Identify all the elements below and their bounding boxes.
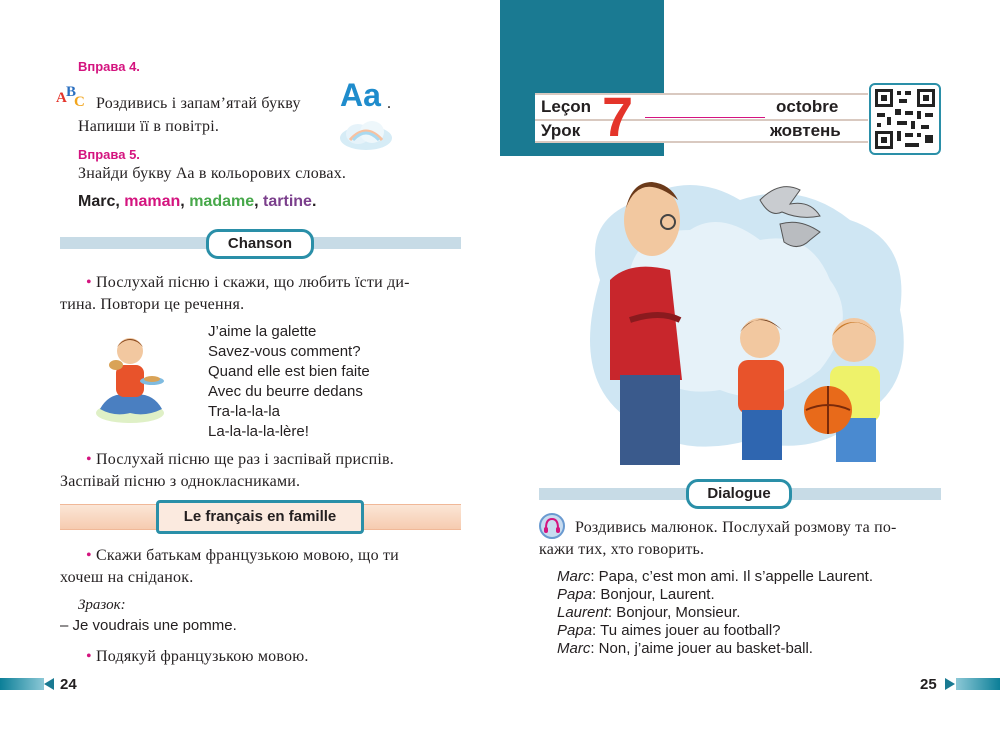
child-eating-illustration	[90, 325, 172, 425]
song-line: J’aime la galette	[208, 323, 317, 340]
chanson-instruction: • Послухай пісню і скажи, що любить їсти ди- тина. Повтори це речення.	[60, 274, 410, 313]
song-line: Tra-la-la-la	[208, 403, 280, 420]
exercise-5-line: Знайди букву Аа в кольорових словах.	[78, 165, 347, 182]
dialogue-line: Marc: Papa, c’est mon ami. Il s’appelle Laurent.	[557, 568, 873, 585]
word-madame: madame	[189, 193, 255, 210]
cloud-rainbow-icon	[338, 118, 394, 152]
famille-instruction: • Скажи батькам французькою мовою, що ти хочеш на сніданок.	[60, 547, 399, 586]
word-maman: maman	[124, 193, 181, 210]
exercise-4-line2: Напиши її в повітрі.	[78, 118, 220, 135]
page-number-left: 24	[60, 676, 77, 693]
family-illustration	[570, 160, 920, 470]
lesson-number: 7	[602, 85, 634, 148]
lesson-word-ua: Урок	[541, 121, 581, 140]
dialogue-line: Laurent: Bonjour, Monsieur.	[557, 604, 741, 621]
lesson-word-fr: Leçon	[541, 97, 592, 116]
example-label: Зразок:	[78, 597, 126, 613]
lesson-divider	[645, 117, 765, 118]
dialogue-line: Papa: Bonjour, Laurent.	[557, 586, 715, 603]
chanson-instruction-2: • Послухай пісню ще раз і заспівай приспів. Заспівай пісню з однокласниками.	[60, 451, 394, 490]
thanks-instruction: • Подякуй французькою мовою.	[86, 648, 309, 665]
word-marc: Marc	[78, 193, 116, 210]
abc-letters-icon: A B C	[56, 84, 85, 110]
arrow-left-icon	[44, 678, 54, 690]
exercise-4-label: Вправа 4.	[78, 59, 140, 74]
dialogue-lines	[557, 568, 873, 658]
word-tartine: tartine	[263, 193, 312, 210]
dialogue-line: Papa: Tu aimes jouer au football?	[557, 622, 781, 639]
lesson-month-fr: octobre	[776, 97, 839, 116]
song-line: Avec du beurre dedans	[208, 383, 363, 400]
dialogue-title: Dialogue	[686, 479, 792, 509]
footer-bar-right	[956, 678, 1000, 690]
qr-code[interactable]	[869, 83, 941, 155]
example-sentence: – Je voudrais une pomme.	[60, 617, 237, 634]
big-letters-aa: Aa	[340, 77, 381, 113]
song-lyrics	[208, 322, 370, 442]
page-number-right: 25	[920, 676, 937, 693]
song-line: Savez-vous comment?	[208, 343, 361, 360]
footer-bar-left	[0, 678, 44, 690]
exercise-4-line1: Роздивись і запам’ятай букву	[96, 95, 301, 112]
lesson-month-ua: жовтень	[770, 121, 841, 140]
famille-title: Le français en famille	[156, 500, 364, 534]
arrow-right-icon	[945, 678, 955, 690]
dialogue-line: Marc: Non, j’aime jouer au basket-ball.	[557, 640, 813, 657]
dialogue-instruction: Роздивись малюнок. Послухай розмову та по- кажи тих, хто говорить.	[539, 519, 897, 558]
exercise-5-label: Вправа 5.	[78, 147, 140, 162]
song-line: Quand elle est bien faite	[208, 363, 370, 380]
exercise-4-period: .	[387, 95, 392, 112]
song-line: La-la-la-la-lère!	[208, 423, 309, 440]
chanson-title: Chanson	[206, 229, 314, 259]
colored-words: Marc, maman, madame, tartine.	[78, 193, 317, 210]
